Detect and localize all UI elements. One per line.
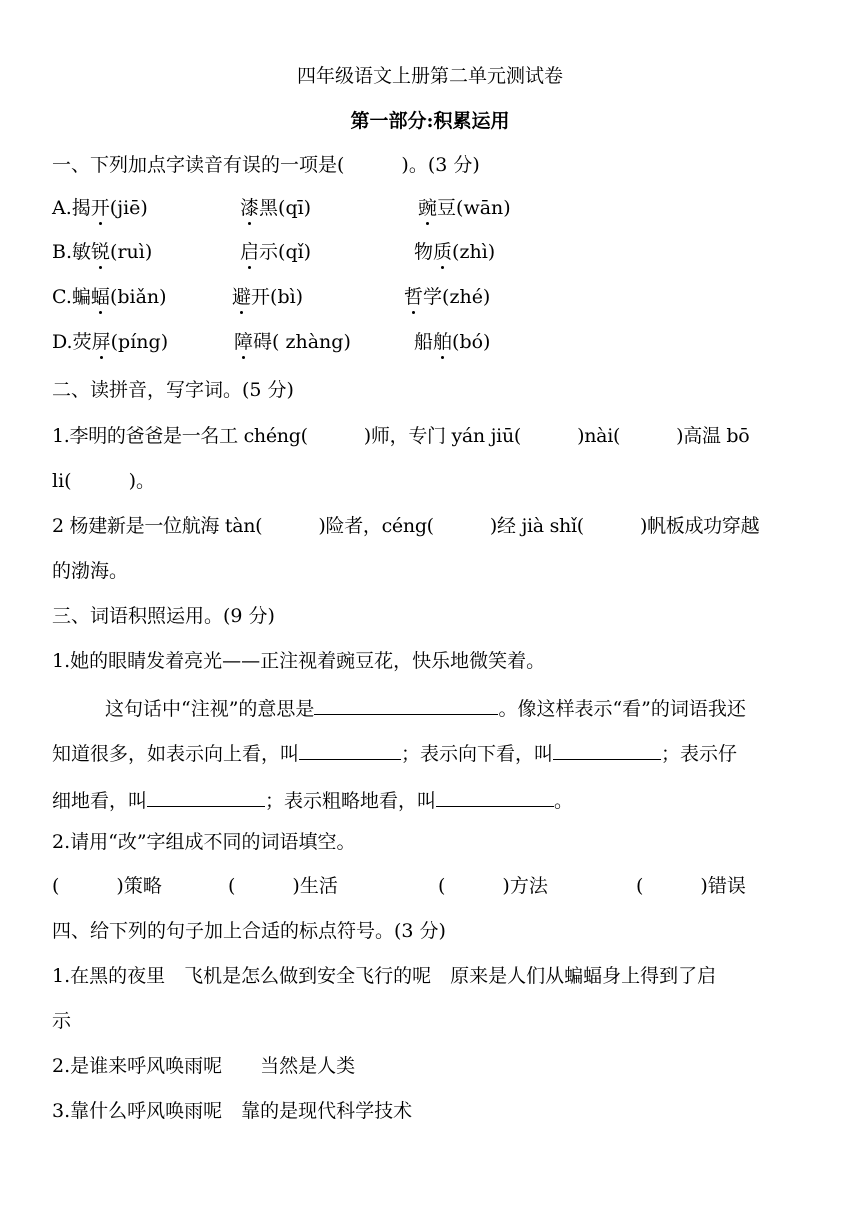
q3-instruction: 2.请用“改”字组成不同的词语填空。 <box>52 831 356 853</box>
q4-heading: 四、给下列的句子加上合适的标点符号。(3 分) <box>52 920 446 942</box>
fill-item[interactable]: ( )策略 <box>52 875 162 897</box>
doc-title: 四年级语文上册第二单元测试卷 <box>296 65 563 87</box>
q4-line-4: 3.靠什么呼风唤雨呢 靠的是现代科学技术 <box>52 1100 413 1122</box>
answer-blank[interactable] <box>314 694 498 715</box>
fill-item[interactable]: ( )方法 <box>438 875 548 897</box>
q3-sentence: 1.她的眼睛发着亮光——正注视着豌豆花，快乐地微笑着。 <box>52 650 546 672</box>
q1-option-a: A.揭开(jiē) 漆黑(qī) 豌豆(wān) <box>52 197 511 219</box>
q2-line-2: li( )。 <box>52 470 155 492</box>
answer-blank[interactable] <box>553 739 661 760</box>
answer-blank[interactable] <box>299 739 401 760</box>
q3-line-2: 这句话中“注视”的意思是 。像这样表示“看”的词语我还 <box>105 694 746 721</box>
answer-blank[interactable] <box>147 786 265 807</box>
q3-line-4: 细地看，叫 ；表示粗略地看，叫 。 <box>52 786 573 813</box>
q2-line-3: 2 杨建新是一位航海 tàn( )险者，céng( )经 jià shǐ( )帆板成功穿越 <box>52 515 760 537</box>
q4-line-1: 1.在黑的夜里 飞机是怎么做到安全飞行的呢 原来是人们从蝙蝠身上得到了启 <box>52 965 717 987</box>
q2-heading: 二、读拼音，写字词。(5 分) <box>52 379 294 401</box>
q1-option-c: C.蝙蝠(biǎn) 避开(bì) 哲学(zhé) <box>52 286 491 308</box>
fill-item[interactable]: ( )生活 <box>228 875 338 897</box>
answer-blank[interactable] <box>436 786 554 807</box>
q1-heading: 一、下列加点字读音有误的一项是( )。(3 分) <box>52 154 480 176</box>
fill-item[interactable]: ( )错误 <box>636 875 746 897</box>
q1-option-b: B.敏锐(ruì) 启示(qǐ) 物质(zhì) <box>52 241 496 263</box>
q1-option-d: D.荧屏(píng) 障碍( zhàng) 船舶(bó) <box>52 331 491 353</box>
q2-line-4: 的渤海。 <box>52 560 129 582</box>
q3-fill-row <box>52 874 812 902</box>
q2-line-1: 1.李明的爸爸是一名工 chéng( )师，专门 yán jiū( )nài( )高温 bō <box>52 425 750 447</box>
q4-line-2: 示 <box>52 1010 72 1032</box>
q3-line-3: 知道很多，如表示向上看，叫 ；表示向下看，叫 ；表示仔 <box>52 739 737 766</box>
part-title: 第一部分:积累运用 <box>350 110 510 132</box>
q4-line-3: 2.是谁来呼风唤雨呢 当然是人类 <box>52 1055 356 1077</box>
q3-heading: 三、词语积照运用。(9 分) <box>52 605 275 627</box>
